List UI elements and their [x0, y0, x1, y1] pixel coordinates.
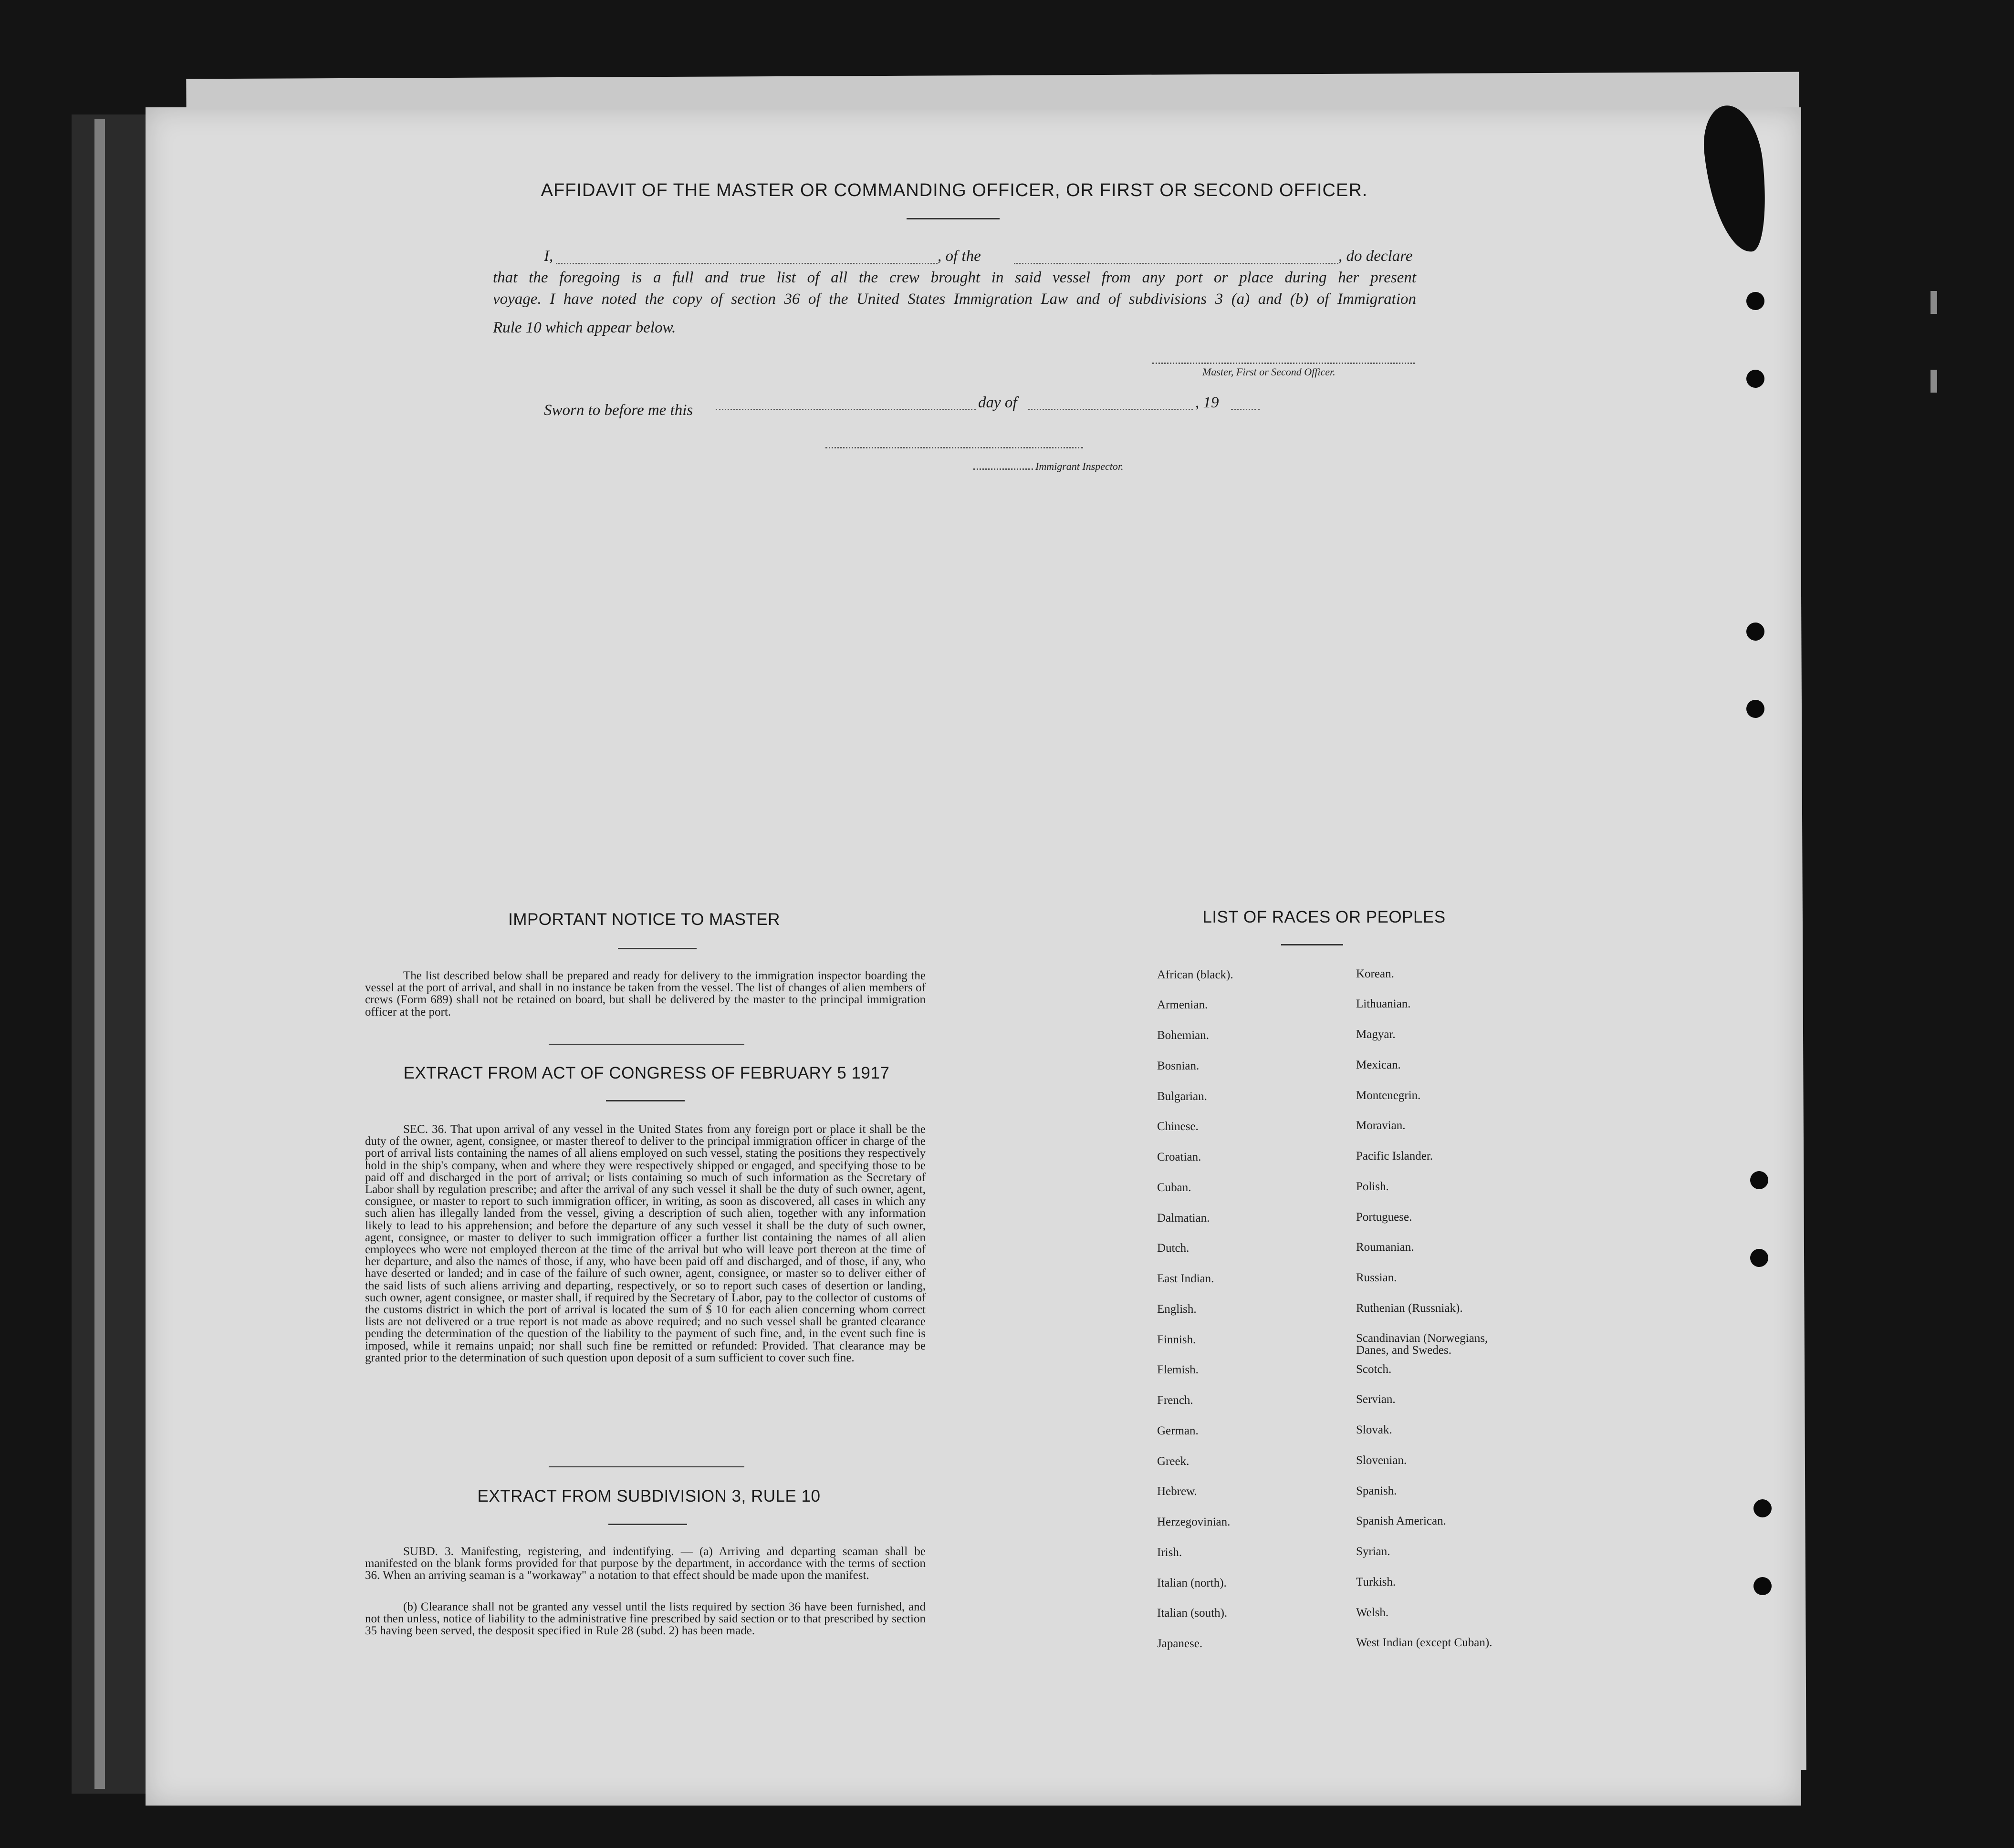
binder-tab	[1931, 370, 1937, 393]
signer-caption: Master, First or Second Officer.	[1202, 366, 1336, 378]
race-left-13: Finnish.	[1157, 1333, 1196, 1346]
affidavit-line-3: Rule 10 which appear below.	[493, 319, 676, 336]
race-left-10: Dutch.	[1157, 1242, 1190, 1255]
race-right-3: Magyar.	[1356, 1028, 1396, 1041]
race-right-7: Pacific Islander.	[1356, 1150, 1433, 1163]
race-left-8: Cuban.	[1157, 1181, 1191, 1194]
punch-hole	[1746, 700, 1764, 718]
race-left-11: East Indian.	[1157, 1272, 1214, 1285]
race-right-4: Mexican.	[1356, 1059, 1401, 1071]
race-right-5: Montenegrin.	[1356, 1089, 1421, 1102]
race-right-9: Portuguese.	[1356, 1211, 1412, 1224]
day-of-label: day of	[978, 394, 1017, 411]
punch-hole	[1753, 1499, 1772, 1517]
race-left-2: Armenian.	[1157, 998, 1208, 1011]
race-right-15: Servian.	[1356, 1393, 1396, 1406]
day-blank	[716, 409, 976, 410]
punch-hole	[1746, 292, 1764, 310]
race-left-23: Japanese.	[1157, 1637, 1203, 1650]
races-underline	[1281, 944, 1343, 945]
race-right-18: Spanish.	[1356, 1485, 1397, 1497]
of-the-label: , of the	[938, 248, 981, 265]
notice-underline	[618, 948, 697, 949]
act-text: SEC. 36. That upon arrival of any vessel in the United States from any foreign port or place it shall be the duty of the owner, agent, consignee, or master thereof to deliver to the principal immigration officer in charge of the port of arrival lists containing the names of all aliens employed on such vessel, stating the positions they respectively hold in the ship's company, when and where they were respectively shipped or engaged, and specifying those to be paid off and discharged in the port of arrival; or lists containing so much of such information as the Secretary of Labor shall by regulation prescribe; and after the arrival of any such vessel it shall be the duty of such owner, agent, consignee, or master to report to such immigration officer, in writing, as soon as discovered, all cases in which any such alien has illegally landed from the vessel, giving a description of such alien, together with any information likely to lead to his apprehension; and before the departure of any such vessel it shall be the duty of such owner, agent, consignee, or master to deliver to such immigration officer a further list containing the names of all alien employees who were not employed thereon at the time of the arrival but who will leave port thereon at the time of her departure, and also the names of those, if any, who have been paid off and discharged, and of those, if any, who have deserted or landed; and in case of the failure of such owner, agent, consignee, or master so to deliver either of the said lists of such aliens arriving and departing, respectively, or so to report such cases of desertion or landing, such owner, agent consignee, or master shall, if required by the Secretary of Labor, pay to the collector of customs of the customs district in which the port of arrival is located the sum of $ 10 for each alien concerning whom correct lists are not delivered or a true report is not made as above required; and no such vessel shall be granted clearance pending the determination of the question of the liability to the payment of such fine, and, in the event such fine is imposed, while it remains unpaid; nor shall such fine be remitted or refunded: Provided. That clearance may be granted prior to the determination of such question upon deposit of a sum sufficient to cover such fine.	[365, 1123, 926, 1364]
year-blank	[1231, 409, 1260, 410]
binder-edge	[72, 114, 153, 1794]
race-left-9: Dalmatian.	[1157, 1212, 1210, 1225]
race-left-17: Greek.	[1157, 1455, 1190, 1468]
race-right-2: Lithuanian.	[1356, 997, 1411, 1010]
notice-divider	[549, 1044, 744, 1045]
race-left-6: Chinese.	[1157, 1120, 1199, 1133]
rule-underline	[608, 1524, 687, 1525]
signature-blank	[1152, 363, 1415, 364]
race-left-12: English.	[1157, 1303, 1197, 1316]
race-left-16: German.	[1157, 1424, 1199, 1437]
notice-heading: IMPORTANT NOTICE TO MASTER	[508, 910, 780, 929]
race-right-12: Ruthenian (Russniak).	[1356, 1302, 1463, 1315]
race-right-17: Slovenian.	[1356, 1454, 1407, 1467]
rule-text-a: SUBD. 3. Manifesting, registering, and indentifying. — (a) Arriving and departing seaman shall be manifested on the blank forms provided for that purpose by the department, in accordance with the terms of section 36. When an arriving seaman is a "workaway" a notation to that effect should be made upon the manifest.	[365, 1545, 926, 1582]
race-left-1: African (black).	[1157, 968, 1233, 981]
i-label: I,	[544, 248, 553, 265]
inspector-lead-blank	[973, 468, 1033, 470]
race-right-1: Korean.	[1356, 967, 1394, 980]
act-underline	[606, 1100, 685, 1101]
race-left-7: Croatian.	[1157, 1151, 1201, 1163]
affidavit-line-2: voyage. I have noted the copy of section 36 of the United States Immigration Law and of subdivisions 3 (a) and (b) of Immigration	[493, 291, 1416, 308]
act-divider	[549, 1466, 744, 1467]
name-blank	[556, 263, 938, 264]
affidavit-title: AFFIDAVIT OF THE MASTER OR COMMANDING OFFICER, OR FIRST OR SECOND OFFICER.	[541, 180, 1368, 200]
race-left-15: French.	[1157, 1394, 1193, 1407]
notice-text: The list described below shall be prepared and ready for delivery to the immigration inspector boarding the vessel at the port of arrival, and shall in no instance be taken from the vessel. The list of changes of alien members of crews (Form 689) shall not be retained on board, but shall be delivered by the master to the principal immigration officer at the port.	[365, 969, 926, 1018]
race-right-14: Scotch.	[1356, 1363, 1392, 1376]
race-right-6: Moravian.	[1356, 1119, 1406, 1132]
race-left-4: Bosnian.	[1157, 1059, 1200, 1072]
race-left-18: Hebrew.	[1157, 1485, 1197, 1498]
race-left-20: Irish.	[1157, 1546, 1182, 1559]
act-heading: EXTRACT FROM ACT OF CONGRESS OF FEBRUARY 5 1917	[403, 1064, 890, 1082]
races-heading: LIST OF RACES OR PEOPLES	[1202, 908, 1446, 926]
vessel-blank	[1014, 263, 1338, 264]
punch-hole	[1746, 623, 1764, 641]
race-right-22: Welsh.	[1356, 1606, 1389, 1619]
rule-heading: EXTRACT FROM SUBDIVISION 3, RULE 10	[477, 1487, 821, 1505]
race-right-13: Scandinavian (Norwegians, Danes, and Swedes.	[1356, 1332, 1488, 1357]
race-right-23: West Indian (except Cuban).	[1356, 1636, 1492, 1649]
sworn-label: Sworn to before me this	[544, 402, 693, 419]
page-edge	[94, 119, 105, 1789]
do-declare-label: , do declare	[1338, 248, 1413, 265]
race-right-20: Syrian.	[1356, 1545, 1390, 1558]
race-right-11: Russian.	[1356, 1271, 1397, 1284]
punch-hole	[1753, 1577, 1772, 1595]
inspector-signature-blank	[825, 447, 1083, 448]
race-right-21: Turkish.	[1356, 1576, 1396, 1588]
race-left-22: Italian (south).	[1157, 1607, 1228, 1620]
punch-hole	[1750, 1249, 1768, 1267]
race-right-10: Roumanian.	[1356, 1241, 1414, 1254]
year-label: , 19	[1195, 394, 1219, 411]
punch-hole	[1746, 370, 1764, 388]
rule-text-b: (b) Clearance shall not be granted any vessel until the lists required by section 36 have been furnished, and not then unless, notice of liability to the administrative fine prescribed by said section or to that prescribed by section 35 having been served, the desposit specified in Rule 28 (subd. 2) has been made.	[365, 1600, 926, 1638]
race-right-19: Spanish American.	[1356, 1515, 1446, 1527]
affidavit-line-1: that the foregoing is a full and true list of all the crew brought in said vessel from any port or place during her present	[493, 269, 1416, 286]
month-blank	[1028, 409, 1193, 410]
race-left-5: Bulgarian.	[1157, 1090, 1207, 1103]
title-underline	[907, 218, 1000, 219]
race-left-19: Herzegovinian.	[1157, 1516, 1231, 1528]
inspector-caption: Immigrant Inspector.	[1035, 460, 1124, 472]
binder-tab	[1931, 291, 1937, 314]
punch-hole	[1750, 1171, 1768, 1189]
race-left-3: Bohemian.	[1157, 1029, 1210, 1042]
race-right-8: Polish.	[1356, 1180, 1389, 1193]
race-left-14: Flemish.	[1157, 1363, 1199, 1376]
race-left-21: Italian (north).	[1157, 1577, 1227, 1589]
race-right-16: Slovak.	[1356, 1423, 1392, 1436]
